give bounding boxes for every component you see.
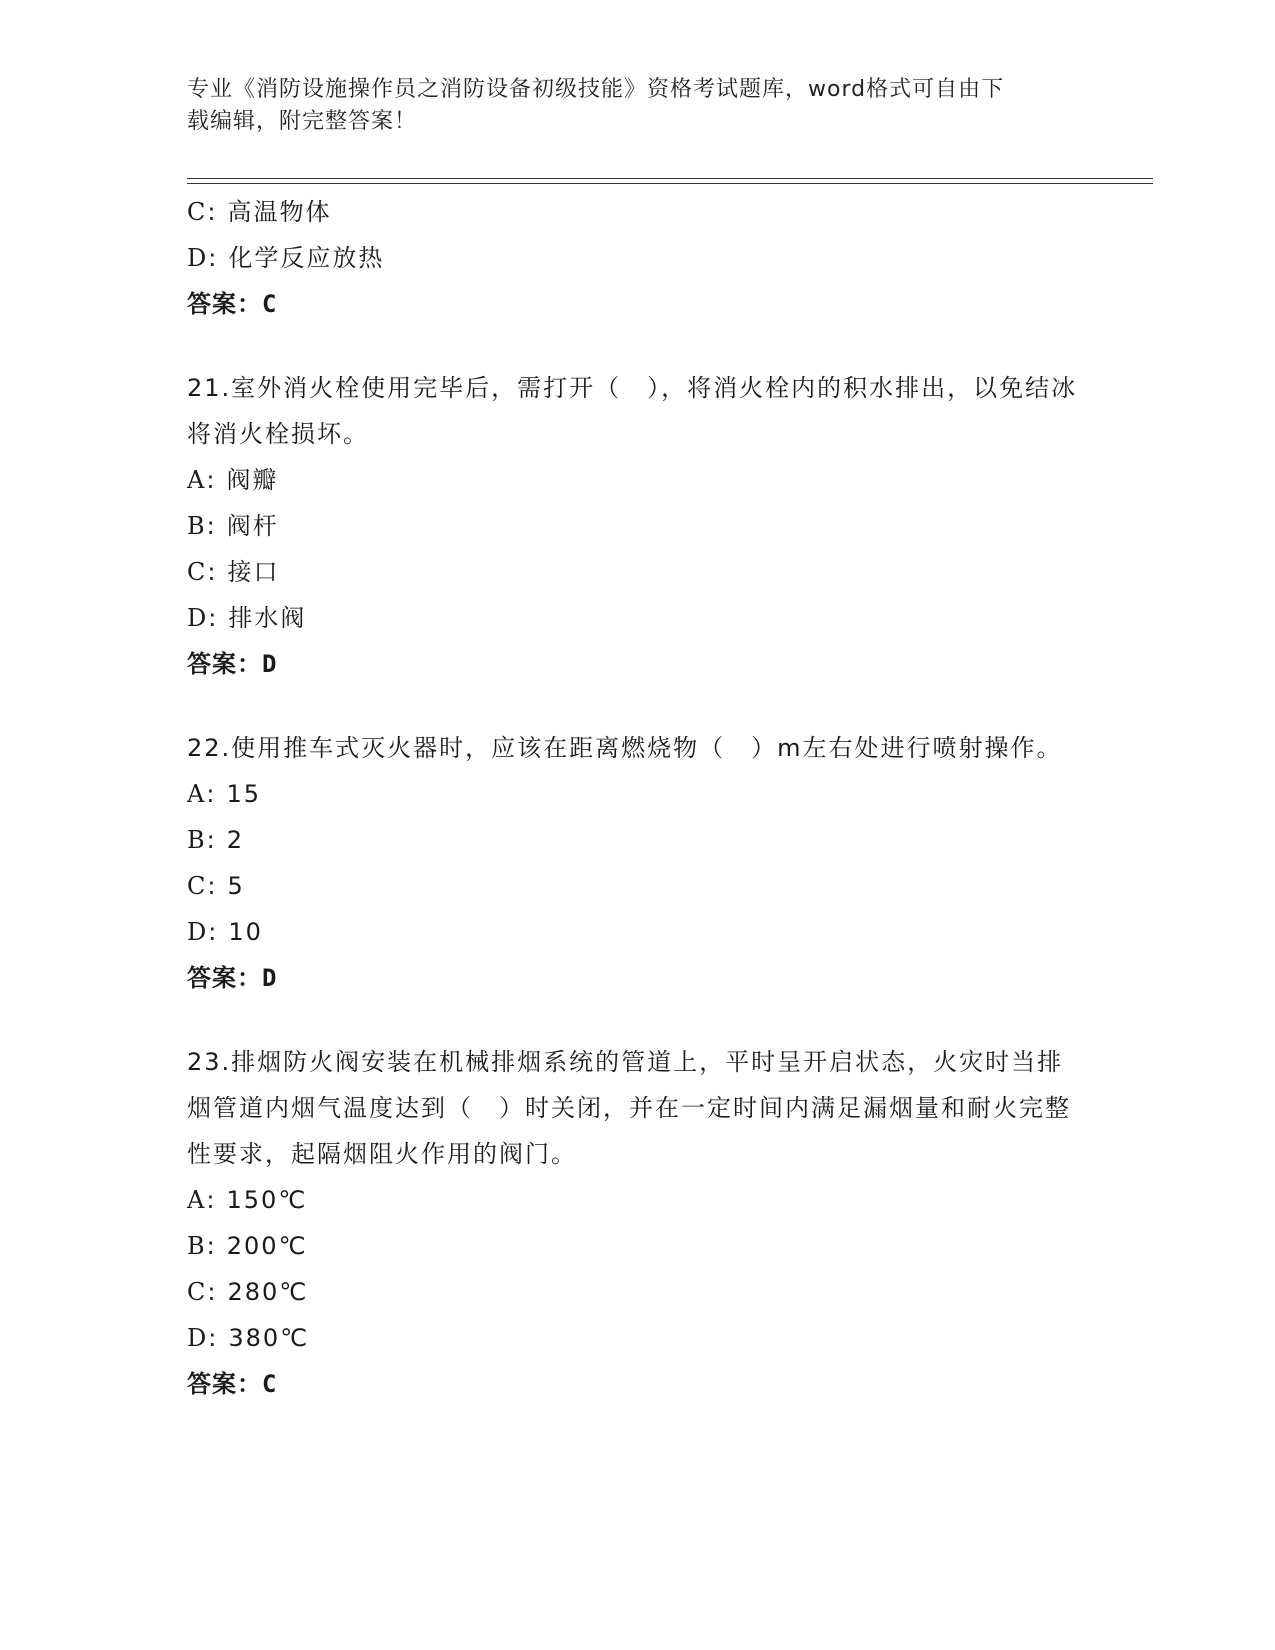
- option-c: C: 5: [187, 872, 245, 900]
- question-22: [187, 725, 1087, 1001]
- option-c: C: 280℃: [187, 1278, 309, 1306]
- option-c: C: 高温物体: [187, 198, 332, 226]
- option-a: A: 150℃: [187, 1186, 308, 1214]
- header-line-2: 载编辑，附完整答案！: [187, 109, 418, 134]
- continued-question: [187, 189, 1087, 327]
- page-header: [187, 74, 1067, 138]
- answer-line: 答案：C: [187, 290, 278, 318]
- answer-line: 答案：D: [187, 650, 278, 678]
- question-21: [187, 365, 1087, 687]
- option-d: D: 380℃: [187, 1324, 310, 1352]
- answer-line: 答案：C: [187, 1370, 278, 1398]
- option-a: A: 阀瓣: [187, 466, 279, 494]
- option-c: C: 接口: [187, 558, 280, 586]
- option-d: D: 排水阀: [187, 604, 307, 632]
- option-d: D: 10: [187, 918, 263, 946]
- question-stem: 23.排烟防火阀安装在机械排烟系统的管道上，平时呈开启状态，火灾时当排烟管道内烟气温度达到（ ）时关闭，并在一定时间内满足漏烟量和耐火完整性要求，起隔烟阻火作用的阀门。: [187, 1048, 1071, 1168]
- document-body: [187, 189, 1087, 1407]
- question-23: [187, 1039, 1087, 1407]
- header-divider: [187, 178, 1153, 184]
- option-b: B: 200℃: [187, 1232, 308, 1260]
- answer-line: 答案：D: [187, 964, 278, 992]
- header-line-1: 专业《消防设施操作员之消防设备初级技能》资格考试题库，word格式可自由下: [187, 77, 1005, 102]
- option-a: A: 15: [187, 780, 261, 808]
- option-d: D: 化学反应放热: [187, 244, 385, 272]
- question-stem: 21.室外消火栓使用完毕后，需打开（ ），将消火栓内的积水排出，以免结冰将消火栓损坏。: [187, 374, 1078, 448]
- option-b: B: 2: [187, 826, 245, 854]
- option-b: B: 阀杆: [187, 512, 279, 540]
- question-stem: 22.使用推车式灭火器时，应该在距离燃烧物（ ）m左右处进行喷射操作。: [187, 734, 1063, 762]
